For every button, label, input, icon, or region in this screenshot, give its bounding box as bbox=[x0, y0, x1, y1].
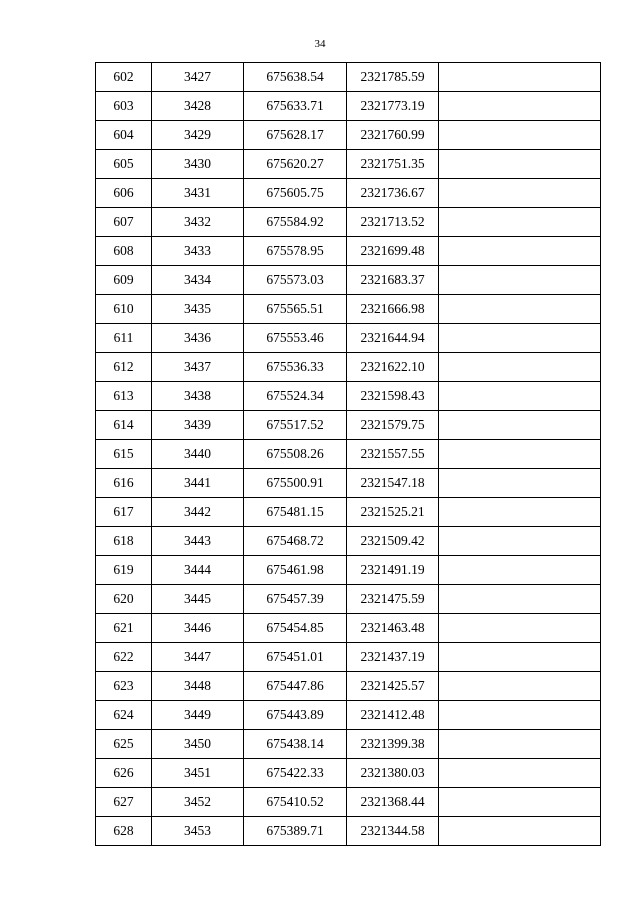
x-coordinate-cell: 675438.14 bbox=[244, 730, 347, 759]
table-row bbox=[96, 266, 601, 295]
table-row bbox=[96, 295, 601, 324]
table-row bbox=[96, 324, 601, 353]
point-id-cell: 3445 bbox=[152, 585, 244, 614]
point-id-cell: 3438 bbox=[152, 382, 244, 411]
row-index-cell: 626 bbox=[96, 759, 152, 788]
note-cell bbox=[439, 324, 601, 353]
row-index-cell: 610 bbox=[96, 295, 152, 324]
x-coordinate-cell: 675389.71 bbox=[244, 817, 347, 846]
table-body bbox=[96, 63, 601, 846]
row-index-cell: 622 bbox=[96, 643, 152, 672]
x-coordinate-cell: 675536.33 bbox=[244, 353, 347, 382]
note-cell bbox=[439, 121, 601, 150]
row-index-cell: 619 bbox=[96, 556, 152, 585]
y-coordinate-cell: 2321557.55 bbox=[347, 440, 439, 469]
point-id-cell: 3437 bbox=[152, 353, 244, 382]
note-cell bbox=[439, 353, 601, 382]
note-cell bbox=[439, 469, 601, 498]
table-row bbox=[96, 353, 601, 382]
point-id-cell: 3446 bbox=[152, 614, 244, 643]
note-cell bbox=[439, 498, 601, 527]
table-row bbox=[96, 498, 601, 527]
table-row bbox=[96, 556, 601, 585]
table-row bbox=[96, 179, 601, 208]
y-coordinate-cell: 2321622.10 bbox=[347, 353, 439, 382]
table-row bbox=[96, 63, 601, 92]
row-index-cell: 606 bbox=[96, 179, 152, 208]
row-index-cell: 624 bbox=[96, 701, 152, 730]
table-row bbox=[96, 527, 601, 556]
x-coordinate-cell: 675605.75 bbox=[244, 179, 347, 208]
point-id-cell: 3439 bbox=[152, 411, 244, 440]
note-cell bbox=[439, 701, 601, 730]
table-row bbox=[96, 150, 601, 179]
x-coordinate-cell: 675628.17 bbox=[244, 121, 347, 150]
row-index-cell: 611 bbox=[96, 324, 152, 353]
x-coordinate-cell: 675633.71 bbox=[244, 92, 347, 121]
y-coordinate-cell: 2321785.59 bbox=[347, 63, 439, 92]
y-coordinate-cell: 2321509.42 bbox=[347, 527, 439, 556]
x-coordinate-cell: 675517.52 bbox=[244, 411, 347, 440]
note-cell bbox=[439, 150, 601, 179]
page-number: 34 bbox=[314, 38, 326, 50]
y-coordinate-cell: 2321380.03 bbox=[347, 759, 439, 788]
row-index-cell: 620 bbox=[96, 585, 152, 614]
table-row bbox=[96, 672, 601, 701]
y-coordinate-cell: 2321644.94 bbox=[347, 324, 439, 353]
point-id-cell: 3428 bbox=[152, 92, 244, 121]
table-row bbox=[96, 817, 601, 846]
point-id-cell: 3451 bbox=[152, 759, 244, 788]
y-coordinate-cell: 2321713.52 bbox=[347, 208, 439, 237]
y-coordinate-cell: 2321463.48 bbox=[347, 614, 439, 643]
y-coordinate-cell: 2321598.43 bbox=[347, 382, 439, 411]
x-coordinate-cell: 675410.52 bbox=[244, 788, 347, 817]
x-coordinate-cell: 675573.03 bbox=[244, 266, 347, 295]
point-id-cell: 3434 bbox=[152, 266, 244, 295]
note-cell bbox=[439, 411, 601, 440]
y-coordinate-cell: 2321736.67 bbox=[347, 179, 439, 208]
x-coordinate-cell: 675508.26 bbox=[244, 440, 347, 469]
x-coordinate-cell: 675500.91 bbox=[244, 469, 347, 498]
point-id-cell: 3432 bbox=[152, 208, 244, 237]
x-coordinate-cell: 675565.51 bbox=[244, 295, 347, 324]
note-cell bbox=[439, 730, 601, 759]
note-cell bbox=[439, 759, 601, 788]
point-id-cell: 3430 bbox=[152, 150, 244, 179]
point-id-cell: 3443 bbox=[152, 527, 244, 556]
row-index-cell: 612 bbox=[96, 353, 152, 382]
note-cell bbox=[439, 614, 601, 643]
row-index-cell: 628 bbox=[96, 817, 152, 846]
row-index-cell: 617 bbox=[96, 498, 152, 527]
note-cell bbox=[439, 440, 601, 469]
point-id-cell: 3429 bbox=[152, 121, 244, 150]
table-row bbox=[96, 701, 601, 730]
point-id-cell: 3452 bbox=[152, 788, 244, 817]
row-index-cell: 618 bbox=[96, 527, 152, 556]
coordinates-table bbox=[95, 62, 601, 846]
point-id-cell: 3427 bbox=[152, 63, 244, 92]
point-id-cell: 3448 bbox=[152, 672, 244, 701]
point-id-cell: 3442 bbox=[152, 498, 244, 527]
x-coordinate-cell: 675457.39 bbox=[244, 585, 347, 614]
row-index-cell: 607 bbox=[96, 208, 152, 237]
y-coordinate-cell: 2321683.37 bbox=[347, 266, 439, 295]
table-row bbox=[96, 788, 601, 817]
table-row bbox=[96, 237, 601, 266]
y-coordinate-cell: 2321412.48 bbox=[347, 701, 439, 730]
table-row bbox=[96, 382, 601, 411]
x-coordinate-cell: 675481.15 bbox=[244, 498, 347, 527]
y-coordinate-cell: 2321751.35 bbox=[347, 150, 439, 179]
x-coordinate-cell: 675620.27 bbox=[244, 150, 347, 179]
point-id-cell: 3449 bbox=[152, 701, 244, 730]
table-row bbox=[96, 643, 601, 672]
note-cell bbox=[439, 788, 601, 817]
x-coordinate-cell: 675584.92 bbox=[244, 208, 347, 237]
x-coordinate-cell: 675422.33 bbox=[244, 759, 347, 788]
y-coordinate-cell: 2321773.19 bbox=[347, 92, 439, 121]
note-cell bbox=[439, 527, 601, 556]
note-cell bbox=[439, 672, 601, 701]
row-index-cell: 623 bbox=[96, 672, 152, 701]
note-cell bbox=[439, 92, 601, 121]
note-cell bbox=[439, 179, 601, 208]
x-coordinate-cell: 675524.34 bbox=[244, 382, 347, 411]
table-row bbox=[96, 92, 601, 121]
row-index-cell: 625 bbox=[96, 730, 152, 759]
note-cell bbox=[439, 237, 601, 266]
row-index-cell: 602 bbox=[96, 63, 152, 92]
y-coordinate-cell: 2321699.48 bbox=[347, 237, 439, 266]
point-id-cell: 3453 bbox=[152, 817, 244, 846]
y-coordinate-cell: 2321399.38 bbox=[347, 730, 439, 759]
y-coordinate-cell: 2321547.18 bbox=[347, 469, 439, 498]
table-row bbox=[96, 469, 601, 498]
point-id-cell: 3444 bbox=[152, 556, 244, 585]
point-id-cell: 3431 bbox=[152, 179, 244, 208]
row-index-cell: 614 bbox=[96, 411, 152, 440]
row-index-cell: 615 bbox=[96, 440, 152, 469]
y-coordinate-cell: 2321666.98 bbox=[347, 295, 439, 324]
table-row bbox=[96, 585, 601, 614]
y-coordinate-cell: 2321760.99 bbox=[347, 121, 439, 150]
y-coordinate-cell: 2321525.21 bbox=[347, 498, 439, 527]
point-id-cell: 3436 bbox=[152, 324, 244, 353]
row-index-cell: 605 bbox=[96, 150, 152, 179]
y-coordinate-cell: 2321475.59 bbox=[347, 585, 439, 614]
point-id-cell: 3447 bbox=[152, 643, 244, 672]
x-coordinate-cell: 675443.89 bbox=[244, 701, 347, 730]
note-cell bbox=[439, 643, 601, 672]
row-index-cell: 609 bbox=[96, 266, 152, 295]
table-row bbox=[96, 411, 601, 440]
table-row bbox=[96, 440, 601, 469]
note-cell bbox=[439, 817, 601, 846]
y-coordinate-cell: 2321491.19 bbox=[347, 556, 439, 585]
x-coordinate-cell: 675553.46 bbox=[244, 324, 347, 353]
point-id-cell: 3435 bbox=[152, 295, 244, 324]
y-coordinate-cell: 2321579.75 bbox=[347, 411, 439, 440]
row-index-cell: 616 bbox=[96, 469, 152, 498]
y-coordinate-cell: 2321368.44 bbox=[347, 788, 439, 817]
x-coordinate-cell: 675638.54 bbox=[244, 63, 347, 92]
note-cell bbox=[439, 556, 601, 585]
table-row bbox=[96, 121, 601, 150]
x-coordinate-cell: 675451.01 bbox=[244, 643, 347, 672]
note-cell bbox=[439, 63, 601, 92]
point-id-cell: 3433 bbox=[152, 237, 244, 266]
note-cell bbox=[439, 295, 601, 324]
note-cell bbox=[439, 266, 601, 295]
y-coordinate-cell: 2321437.19 bbox=[347, 643, 439, 672]
table-row bbox=[96, 208, 601, 237]
x-coordinate-cell: 675461.98 bbox=[244, 556, 347, 585]
row-index-cell: 621 bbox=[96, 614, 152, 643]
point-id-cell: 3440 bbox=[152, 440, 244, 469]
row-index-cell: 627 bbox=[96, 788, 152, 817]
row-index-cell: 604 bbox=[96, 121, 152, 150]
row-index-cell: 613 bbox=[96, 382, 152, 411]
y-coordinate-cell: 2321425.57 bbox=[347, 672, 439, 701]
point-id-cell: 3441 bbox=[152, 469, 244, 498]
table-row bbox=[96, 614, 601, 643]
x-coordinate-cell: 675578.95 bbox=[244, 237, 347, 266]
x-coordinate-cell: 675447.86 bbox=[244, 672, 347, 701]
note-cell bbox=[439, 382, 601, 411]
x-coordinate-cell: 675454.85 bbox=[244, 614, 347, 643]
row-index-cell: 608 bbox=[96, 237, 152, 266]
x-coordinate-cell: 675468.72 bbox=[244, 527, 347, 556]
row-index-cell: 603 bbox=[96, 92, 152, 121]
y-coordinate-cell: 2321344.58 bbox=[347, 817, 439, 846]
table-row bbox=[96, 759, 601, 788]
note-cell bbox=[439, 208, 601, 237]
table-row bbox=[96, 730, 601, 759]
point-id-cell: 3450 bbox=[152, 730, 244, 759]
note-cell bbox=[439, 585, 601, 614]
